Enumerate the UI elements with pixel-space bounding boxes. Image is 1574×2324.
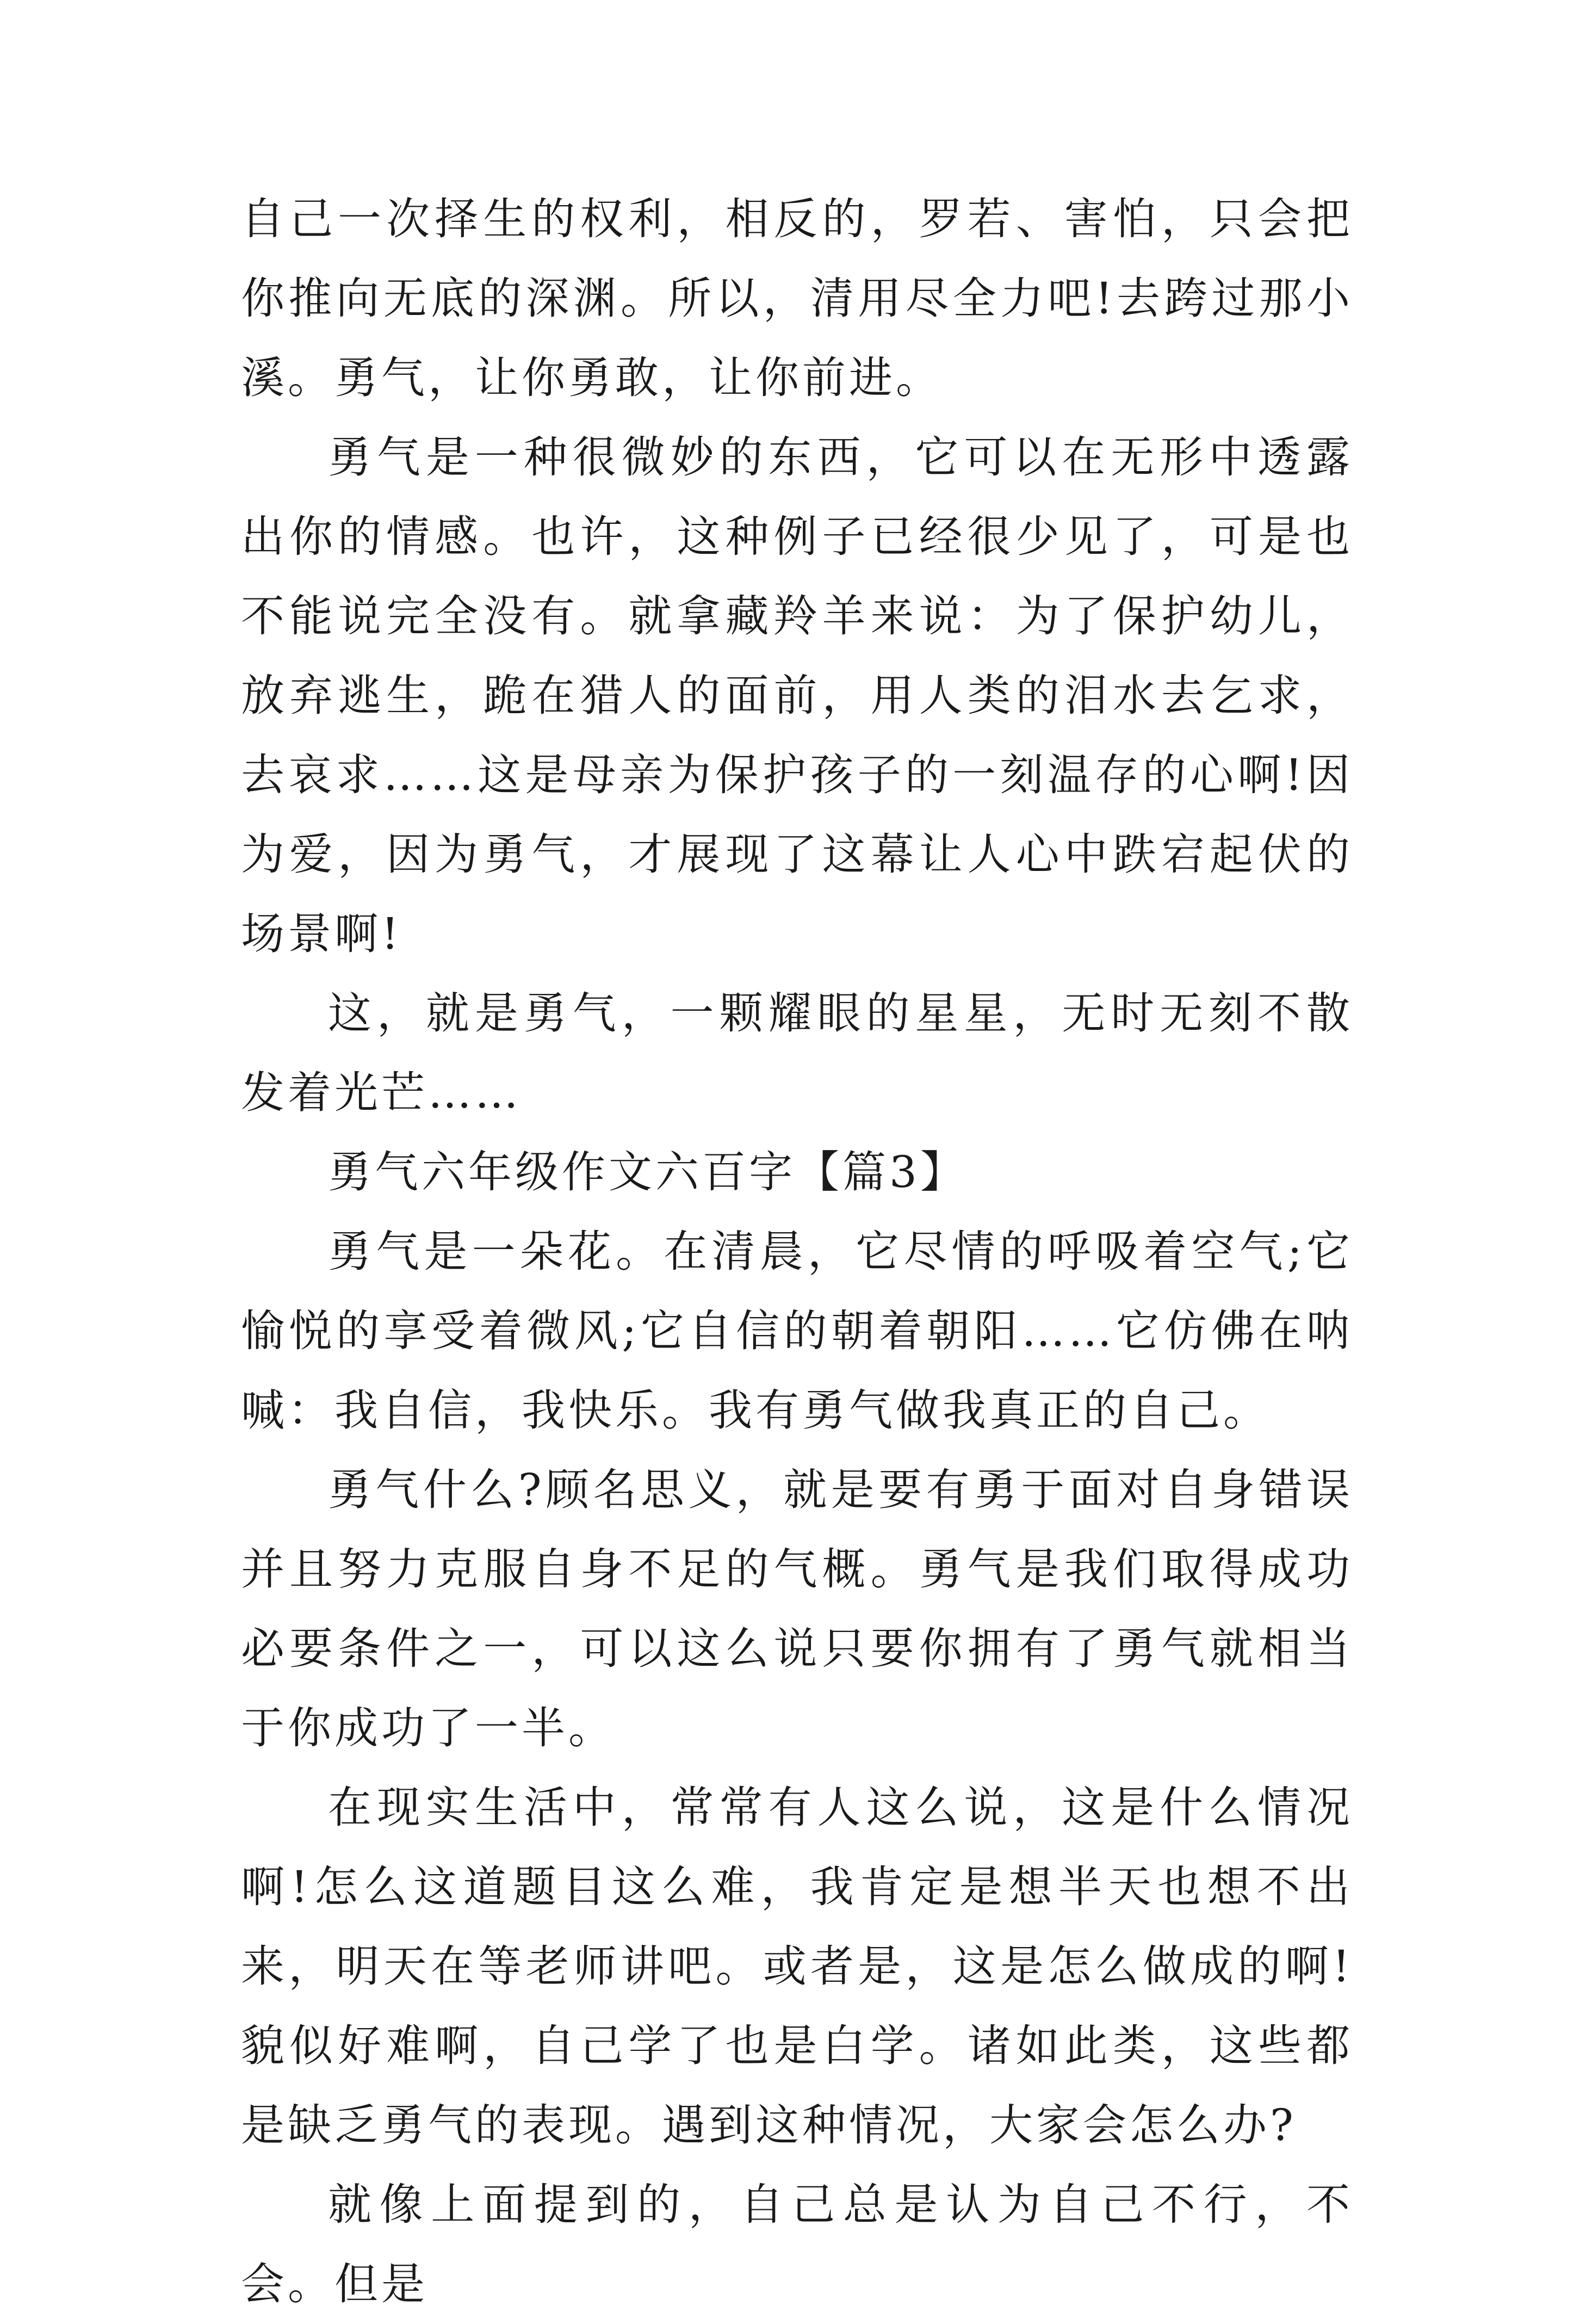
paragraph: 就像上面提到的，自己总是认为自己不行，不会。但是 [241,2179,1353,2309]
paragraph: 在现实生活中，常常有人这么说，这是什么情况啊!怎么这道题目这么难，我肯定是想半天也想不出来，明天在等老师讲吧。或者是，这是怎么做成的啊!貌似好难啊，自己学了也是白学。诸如此类，这些都是缺乏勇气的表现。遇到这种情况，大家会怎么办? [241,1782,1353,2150]
paragraph: 勇气是一朵花。在清晨，它尽情的呼吸着空气;它愉悦的享受着微风;它自信的朝着朝阳……它仿佛在呐喊：我自信，我快乐。我有勇气做我真正的自己。 [241,1226,1353,1436]
section-heading: 勇气六年级作文六百字【篇3】 [328,1147,967,1197]
paragraph: 这，就是勇气，一颗耀眼的星星，无时无刻不散发着光芒…… [241,988,1353,1118]
paragraph-continued: 自己一次择生的权利，相反的，罗若、害怕，只会把你推向无底的深渊。所以，清用尽全力吧!去跨过那小溪。勇气，让你勇敢，让你前进。 [241,194,1353,403]
body-text [241,180,1353,2324]
paragraph: 勇气是一种很微妙的东西，它可以在无形中透露出你的情感。也许，这种例子已经很少见了，可是也不能说完全没有。就拿藏羚羊来说：为了保护幼儿，放弃逃生，跪在猎人的面前，用人类的泪水去乞求，去哀求……这是母亲为保护孩子的一刻温存的心啊!因为爱，因为勇气，才展现了这幕让人心中跌宕起伏的场景啊! [241,432,1353,959]
paragraph: 勇气什么?顾名思义，就是要有勇于面对自身错误并且努力克服自身不足的气概。勇气是我们取得成功必要条件之一，可以这么说只要你拥有了勇气就相当于你成功了一半。 [241,1464,1353,1753]
